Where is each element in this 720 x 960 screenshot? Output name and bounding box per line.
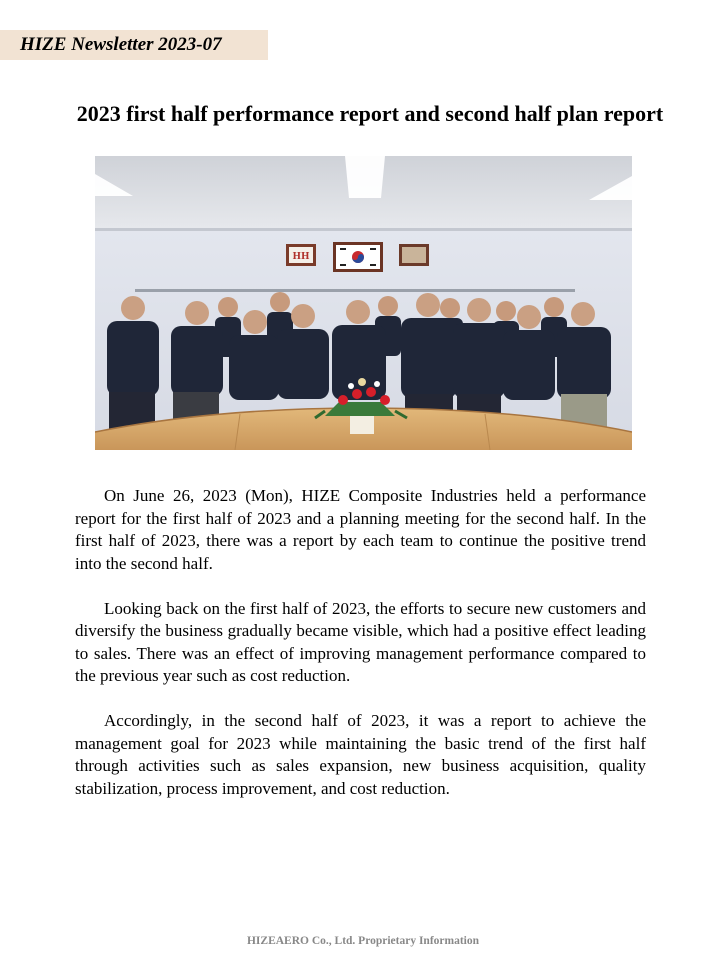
svg-text:HH: HH xyxy=(292,252,310,262)
newsletter-label: HIZE Newsletter 2023-07 xyxy=(20,34,222,55)
group-photo xyxy=(95,156,632,450)
article-paragraph-1: On June 26, 2023 (Mon), HIZE Composite Industries held a performance report for the first half of 2023 and a planning meeting for the second half. In the first half of 2023, there was a report by each team to continue the positive trend into the second half. xyxy=(75,486,646,573)
page-title: 2023 first half performance report and second half plan report xyxy=(76,101,664,126)
footer-proprietary-notice: HIZEAERO Co., Ltd. Proprietary Information xyxy=(246,935,480,947)
article-body xyxy=(75,485,646,823)
article-paragraph-2: Looking back on the first half of 2023, the efforts to secure new customers and diversify the business gradually became visible, which had a positive effect leading to sales. There was an effect of improving management performance compared to the previous year such as cost reduction. xyxy=(75,598,646,685)
article-paragraph-3: Accordingly, in the second half of 2023, it was a report to achieve the management goal for 2023 while maintaining the basic trend of the first half through activities such as sales expansion, new business acquisition, quality stabilization, process improvement, and cost reduction. xyxy=(75,711,646,798)
newsletter-header-band xyxy=(0,30,268,60)
